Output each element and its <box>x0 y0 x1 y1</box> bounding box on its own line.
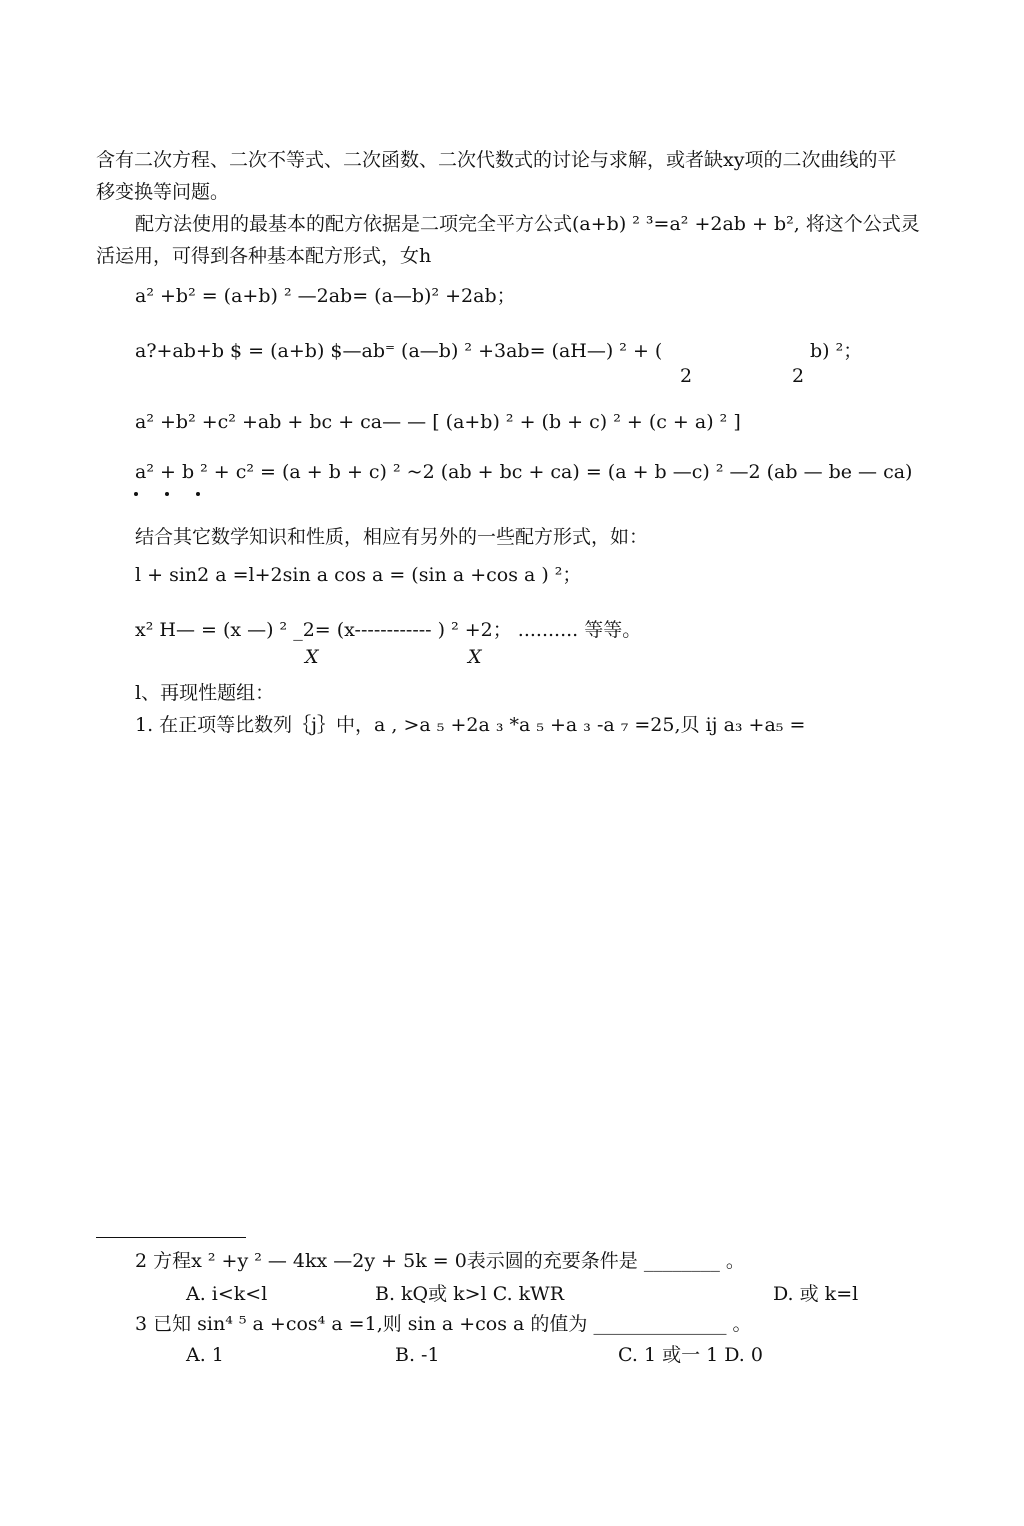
question-1: 1. 在正项等比数列｛j｝中，a , >a ₅ +2a ₃ *a ₅ +a ₃ -a ₇ =25,贝 ij a₃ +a₅ = <box>135 714 806 736</box>
intro-line-2: 移变换等问题。 <box>96 181 230 203</box>
question-3-option-c: C. 1 或一 1 D. 0 <box>618 1344 763 1366</box>
emphasis-dot <box>134 492 138 496</box>
formula-6-sub-2: X <box>468 646 482 668</box>
intro-line-4: 活运用，可得到各种基本配方形式，女h <box>96 245 432 267</box>
formula-3: a² +b² +c² +ab + bc + ca— — [ (a+b) ² + (b + c) ² + (c + a) ² ] <box>135 411 741 433</box>
question-2: 2 方程x ² +y ² — 4kx —2y + 5k = 0表示圆的充要条件是 ________ 。 <box>135 1250 745 1272</box>
question-3-option-b: B. -1 <box>395 1344 440 1366</box>
question-2-option-d: D. 或 k=l <box>773 1283 859 1305</box>
extra-intro: 结合其它数学知识和性质，相应有另外的一些配方形式，如： <box>135 526 649 548</box>
formula-2-sub-2: 2 <box>792 365 805 387</box>
intro-line-1: 含有二次方程、二次不等式、二次函数、二次代数式的讨论与求解，或者缺xy项的二次曲线的平 <box>96 149 897 171</box>
question-2-option-a: A. i<k<l <box>186 1283 268 1305</box>
intro-line-3: 配方法使用的最基本的配方依据是二项完全平方公式(a+b) ² ³=a² +2ab + b², 将这个公式灵 <box>135 213 920 235</box>
formula-6-sub-1: X <box>305 646 319 668</box>
question-3-option-a: A. 1 <box>186 1344 224 1366</box>
section-heading: l、再现性题组： <box>135 682 275 704</box>
formula-2: a?+ab+b $ = (a+b) $—ab⁼ (a—b) ² +3ab= (aH—) ² + ( <box>135 340 663 362</box>
footnote-rule <box>96 1237 246 1238</box>
emphasis-dot <box>165 492 169 496</box>
formula-5: l + sin2 a =l+2sin a cos a = (sin a +cos a ) ²； <box>135 564 582 586</box>
formula-6: x² H— = (x —) ² _2= (x------------ ) ² +2； .......... 等等。 <box>135 619 642 641</box>
question-2-option-b: B. kQ或 k>l C. kWR <box>375 1283 565 1305</box>
formula-2-sub-1: 2 <box>680 365 693 387</box>
formula-4: a² + b ² + c² = (a + b + c) ² ~2 (ab + bc + ca) = (a + b —c) ² —2 (ab — be — ca) <box>135 461 913 483</box>
formula-1: a² +b² = (a+b) ² —2ab= (a—b)² +2ab； <box>135 285 516 307</box>
emphasis-dot <box>196 492 200 496</box>
question-3: 3 已知 sin⁴ ⁵ a +cos⁴ a =1,则 sin a +cos a 的值为 ______________ 。 <box>135 1313 752 1335</box>
formula-2-tail: b) ²； <box>810 340 863 362</box>
